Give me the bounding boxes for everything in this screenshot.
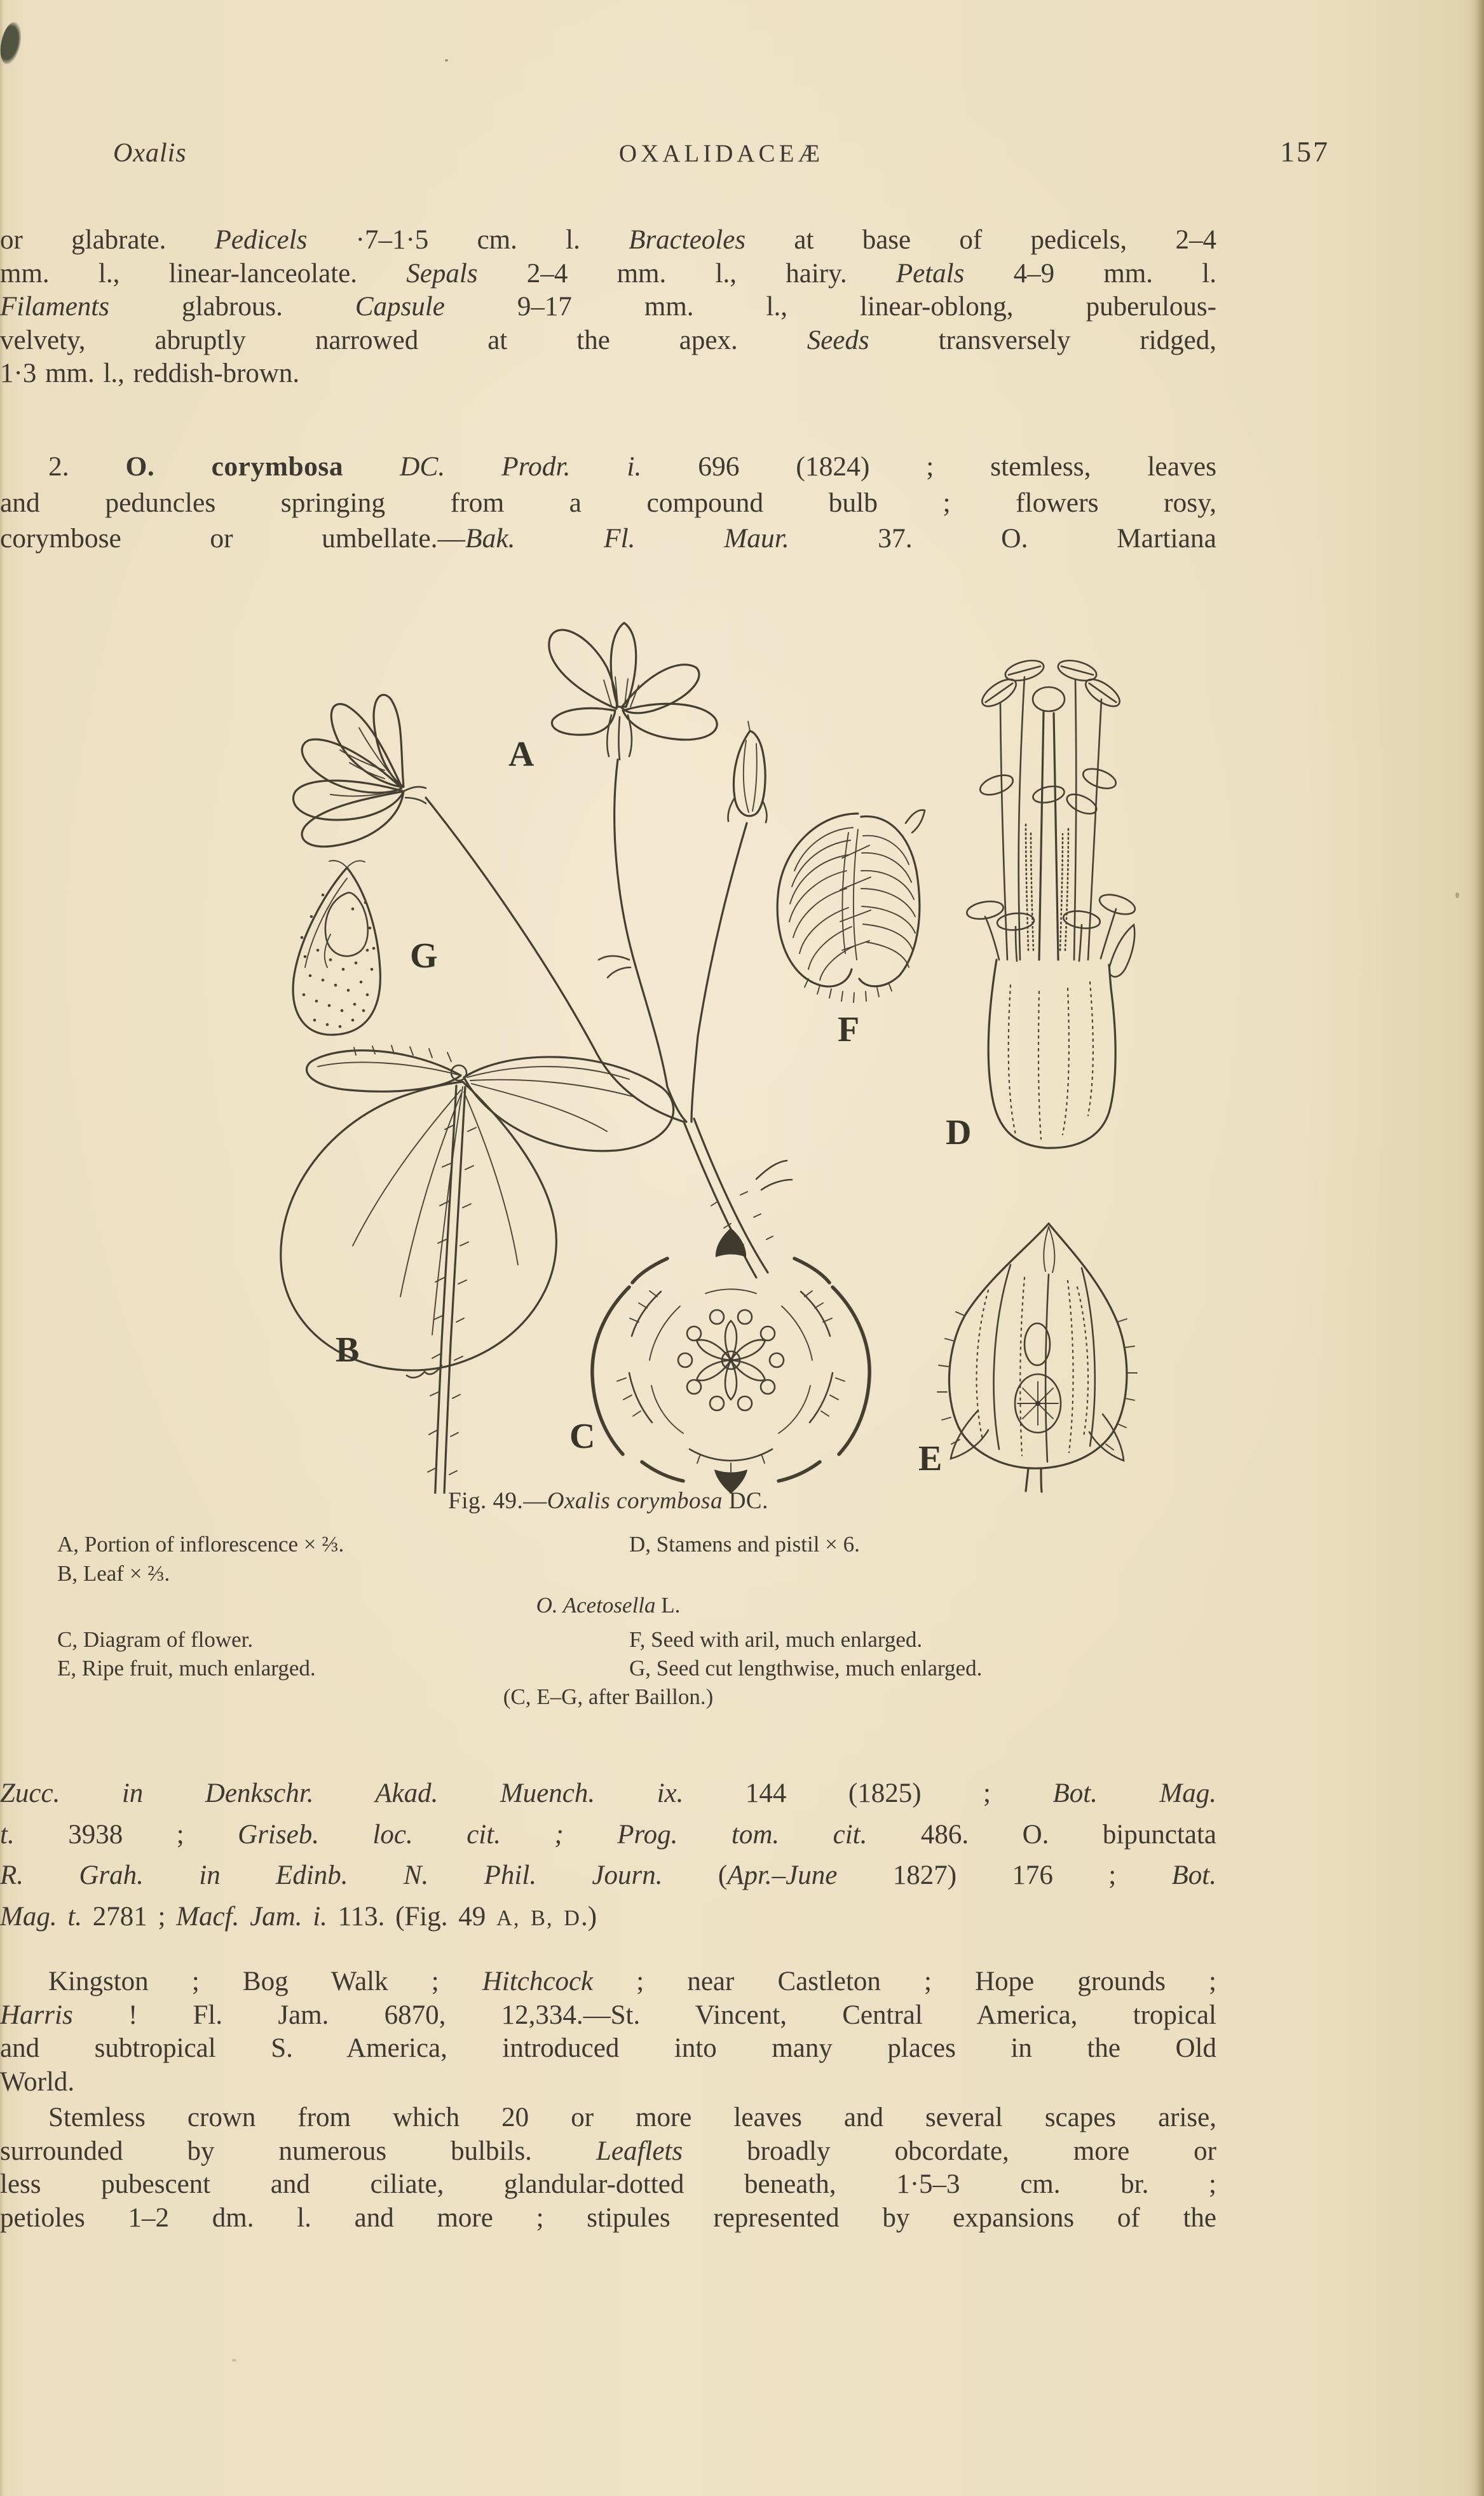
running-head-genus: Oxalis bbox=[113, 139, 187, 168]
legend-acetosella-text: O. Acetosella L. bbox=[536, 1593, 681, 1618]
text-line: Kingston ; Bog Walk ; Hitchcock ; near Castleton ; Hope grounds ; bbox=[48, 1967, 1217, 1996]
legend-item-g: G, Seed cut lengthwise, much enlarged. bbox=[629, 1656, 983, 1681]
text-line: 1·3 mm. l., reddish-brown. bbox=[0, 358, 300, 389]
text-line: and subtropical S. America, introduced into many places in the Old bbox=[0, 2033, 1216, 2064]
text-line: Stemless crown from which 20 or more leaves and several scapes arise, bbox=[48, 2103, 1216, 2132]
text-line: corymbose or umbellate.—Bak. Fl. Maur. 37. O. Martiana bbox=[0, 523, 1216, 554]
figure-label-d: D bbox=[946, 1113, 972, 1152]
figure-illustration bbox=[222, 604, 1214, 1494]
paragraph-habit bbox=[0, 2101, 1216, 2235]
text-line: Mag. t. 2781 ; Macf. Jam. i. 113. (Fig. 49 A, B, D.) bbox=[0, 1901, 597, 1932]
text-line: and peduncles springing from a compound bulb ; flowers rosy, bbox=[0, 487, 1216, 518]
paper-speck bbox=[232, 2359, 236, 2362]
text-line: World. bbox=[0, 2066, 75, 2097]
figure-part-stamens-pistil bbox=[946, 657, 1138, 1152]
paragraph-localities bbox=[0, 1965, 1216, 2099]
legend-item-a: A, Portion of inflorescence × ⅔. bbox=[57, 1532, 344, 1557]
text-line: petioles 1–2 dm. l. and more ; stipules represented by expansions of the bbox=[0, 2202, 1216, 2233]
paragraph-species-entry bbox=[0, 449, 1216, 557]
figure-part-seed-cut bbox=[293, 861, 437, 1035]
legend-after-text: (C, E–G, after Baillon.) bbox=[503, 1684, 714, 1709]
text-line: R. Grah. in Edinb. N. Phil. Journ. (Apr.–June 1827) 176 ; Bot. bbox=[0, 1860, 1216, 1890]
figure-label-g: G bbox=[410, 936, 438, 976]
text-line: surrounded by numerous bulbils. Leaflets broadly obcordate, more or bbox=[0, 2136, 1216, 2166]
figure-part-seed-aril bbox=[777, 810, 925, 1049]
running-head bbox=[113, 135, 1330, 168]
legend-item-b: B, Leaf × ⅔. bbox=[57, 1561, 170, 1586]
paper-speck bbox=[1455, 892, 1459, 898]
legend-item-d: D, Stamens and pistil × 6. bbox=[629, 1532, 860, 1557]
figure-label-e: E bbox=[918, 1439, 943, 1478]
text-line: 2. O. corymbosa DC. Prodr. i. 696 (1824) ; stemless, leaves bbox=[48, 451, 1217, 482]
botanical-figure-svg bbox=[222, 604, 1214, 1494]
text-line: or glabrate. Pedicels ·7–1·5 cm. l. Bracteoles at base of pedicels, 2–4 bbox=[0, 225, 1216, 255]
figure-label-b: B bbox=[336, 1330, 360, 1370]
text-line: mm. l., linear-lanceolate. Sepals 2–4 mm. l., hairy. Petals 4–9 mm. l. bbox=[0, 258, 1216, 289]
figure-label-c: C bbox=[569, 1417, 596, 1456]
figure-label-a: A bbox=[508, 735, 534, 774]
paper-speck bbox=[445, 59, 448, 62]
text-line: Zucc. in Denkschr. Akad. Muench. ix. 144 (1825) ; Bot. Mag. bbox=[0, 1778, 1216, 1808]
running-head-family: OXALIDACEÆ bbox=[618, 140, 824, 167]
legend-item-e: E, Ripe fruit, much enlarged. bbox=[57, 1656, 316, 1681]
scan-smudge bbox=[0, 20, 25, 67]
legend-acetosella bbox=[0, 1593, 1216, 1618]
figure-part-ripe-fruit bbox=[918, 1224, 1137, 1492]
figure-caption bbox=[0, 1487, 1216, 1515]
figure-label-f: F bbox=[838, 1010, 860, 1049]
paragraph-citation bbox=[0, 1773, 1216, 1939]
legend-after-baillon bbox=[0, 1684, 1216, 1710]
text-line: velvety, abruptly narrowed at the apex. Seeds transversely ridged, bbox=[0, 325, 1216, 355]
legend-item-f: F, Seed with aril, much enlarged. bbox=[629, 1627, 923, 1652]
text-line: less pubescent and ciliate, glandular-dotted beneath, 1·5–3 cm. br. ; bbox=[0, 2169, 1216, 2200]
figure-caption-text: Fig. 49.—Oxalis corymbosa DC. bbox=[448, 1488, 768, 1514]
page-number: 157 bbox=[1280, 135, 1330, 168]
text-line: Filaments glabrous. Capsule 9–17 mm. l., linear-oblong, puberulous- bbox=[0, 292, 1216, 322]
paragraph-description bbox=[0, 224, 1216, 391]
text-line: t. 3938 ; Griseb. loc. cit. ; Prog. tom. cit. 486. O. bipunctata bbox=[0, 1819, 1217, 1850]
text-line: Harris ! Fl. Jam. 6870, 12,334.—St. Vincent, Central America, tropical bbox=[0, 2000, 1216, 2030]
figure-part-floral-diagram bbox=[569, 1228, 869, 1494]
figure-part-leaf bbox=[281, 1046, 674, 1494]
legend-item-c: C, Diagram of flower. bbox=[57, 1627, 254, 1652]
